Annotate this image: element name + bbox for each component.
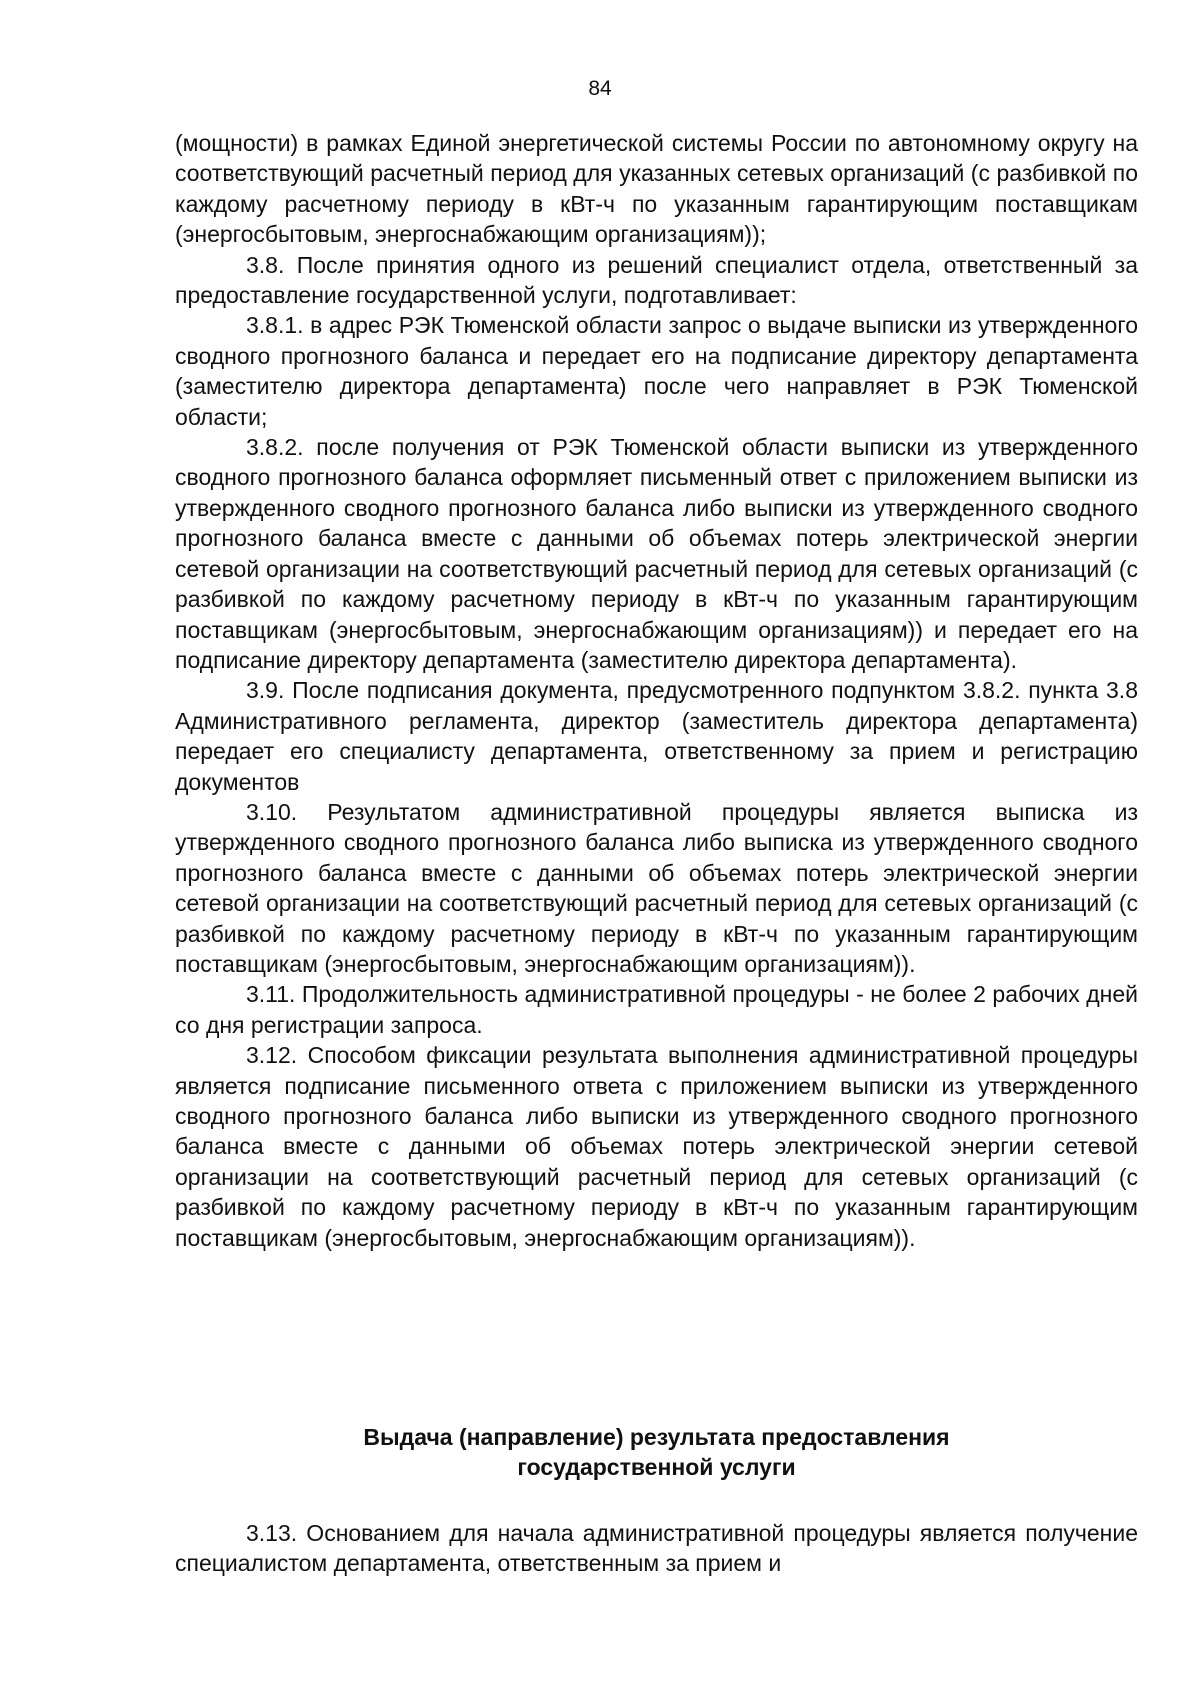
- section-heading: [175, 1422, 1138, 1483]
- paragraph-3-12: 3.12. Способом фиксации результата выполнения административной процедуры является подписание письменного ответа с приложением выписки из утвержденного сводного прогнозного баланса либо выписки из утвержденного сводного прогнозного баланса вместе с данными об объемах потерь электрической энергии сетевой организации на соответствующий расчетный период для сетевых организаций (с разбивкой по каждому расчетному периоду в кВт-ч по указанным гарантирующим поставщикам (энергосбытовым, энергоснабжающим организациям)).: [175, 1042, 1138, 1251]
- paragraph-3-13: 3.13. Основанием для начала административной процедуры является получение специалистом департамента, ответственным за прием и: [175, 1520, 1138, 1577]
- paragraph-3-8-2: 3.8.2. после получения от РЭК Тюменской области выписки из утвержденного сводного прогнозного баланса оформляет письменный ответ с приложением выписки из утвержденного сводного прогнозного баланса либо выписки из утвержденного сводного прогнозного баланса вместе с данными об объемах потерь электрической энергии сетевой организации на соответствующий расчетный период для сетевых организаций (с разбивкой по каждому расчетному периоду в кВт-ч по указанным гарантирующим поставщикам (энергосбытовым, энергоснабжающим организациям)) и передает его на подписание директору департамента (заместителю директора департамента).: [175, 434, 1138, 673]
- body-text: [175, 128, 1138, 1253]
- section-heading-line-2: государственной услуги: [517, 1454, 796, 1481]
- page-number: 84: [588, 77, 612, 100]
- paragraph-3-9: 3.9. После подписания документа, предусмотренного подпунктом 3.8.2. пункта 3.8 Административного регламента, директор (заместитель директора департамента) передает его специалисту департамента, ответственному за прием и регистрацию документов: [175, 677, 1138, 795]
- paragraph-3-8: 3.8. После принятия одного из решений специалист отдела, ответственный за предоставление государственной услуги, подготавливает:: [175, 251, 1138, 309]
- section-body-text: [175, 1518, 1138, 1579]
- paragraph-continuation: (мощности) в рамках Единой энергетической системы России по автономному округу на соответствующий расчетный период для указанных сетевых организаций (с разбивкой по каждому расчетному периоду в кВт-ч по указанным гарантирующим поставщикам (энергосбытовым, энергоснабжающим организациям));: [175, 130, 1138, 248]
- paragraph-3-8-1: 3.8.1. в адрес РЭК Тюменской области запрос о выдаче выписки из утвержденного сводного прогнозного баланса и передает его на подписание директору департамента (заместителю директора департамента) после чего направляет в РЭК Тюменской области;: [175, 312, 1138, 430]
- section-heading-line-1: Выдача (направление) результата предоставления: [363, 1424, 950, 1450]
- paragraph-3-11: 3.11. Продолжительность административной процедуры - не более 2 рабочих дней со дня регистрации запроса.: [175, 981, 1138, 1038]
- paragraph-3-10: 3.10. Результатом административной процедуры является выписка из утвержденного сводного прогнозного баланса либо выписка из утвержденного сводного прогнозного баланса вместе с данными об объемах потерь электрической энергии сетевой организации на соответствующий расчетный период для сетевых организаций (с разбивкой по каждому расчетному периоду в кВт-ч по указанным гарантирующим поставщикам (энергосбытовым, энергоснабжающим организациям)).: [175, 798, 1138, 977]
